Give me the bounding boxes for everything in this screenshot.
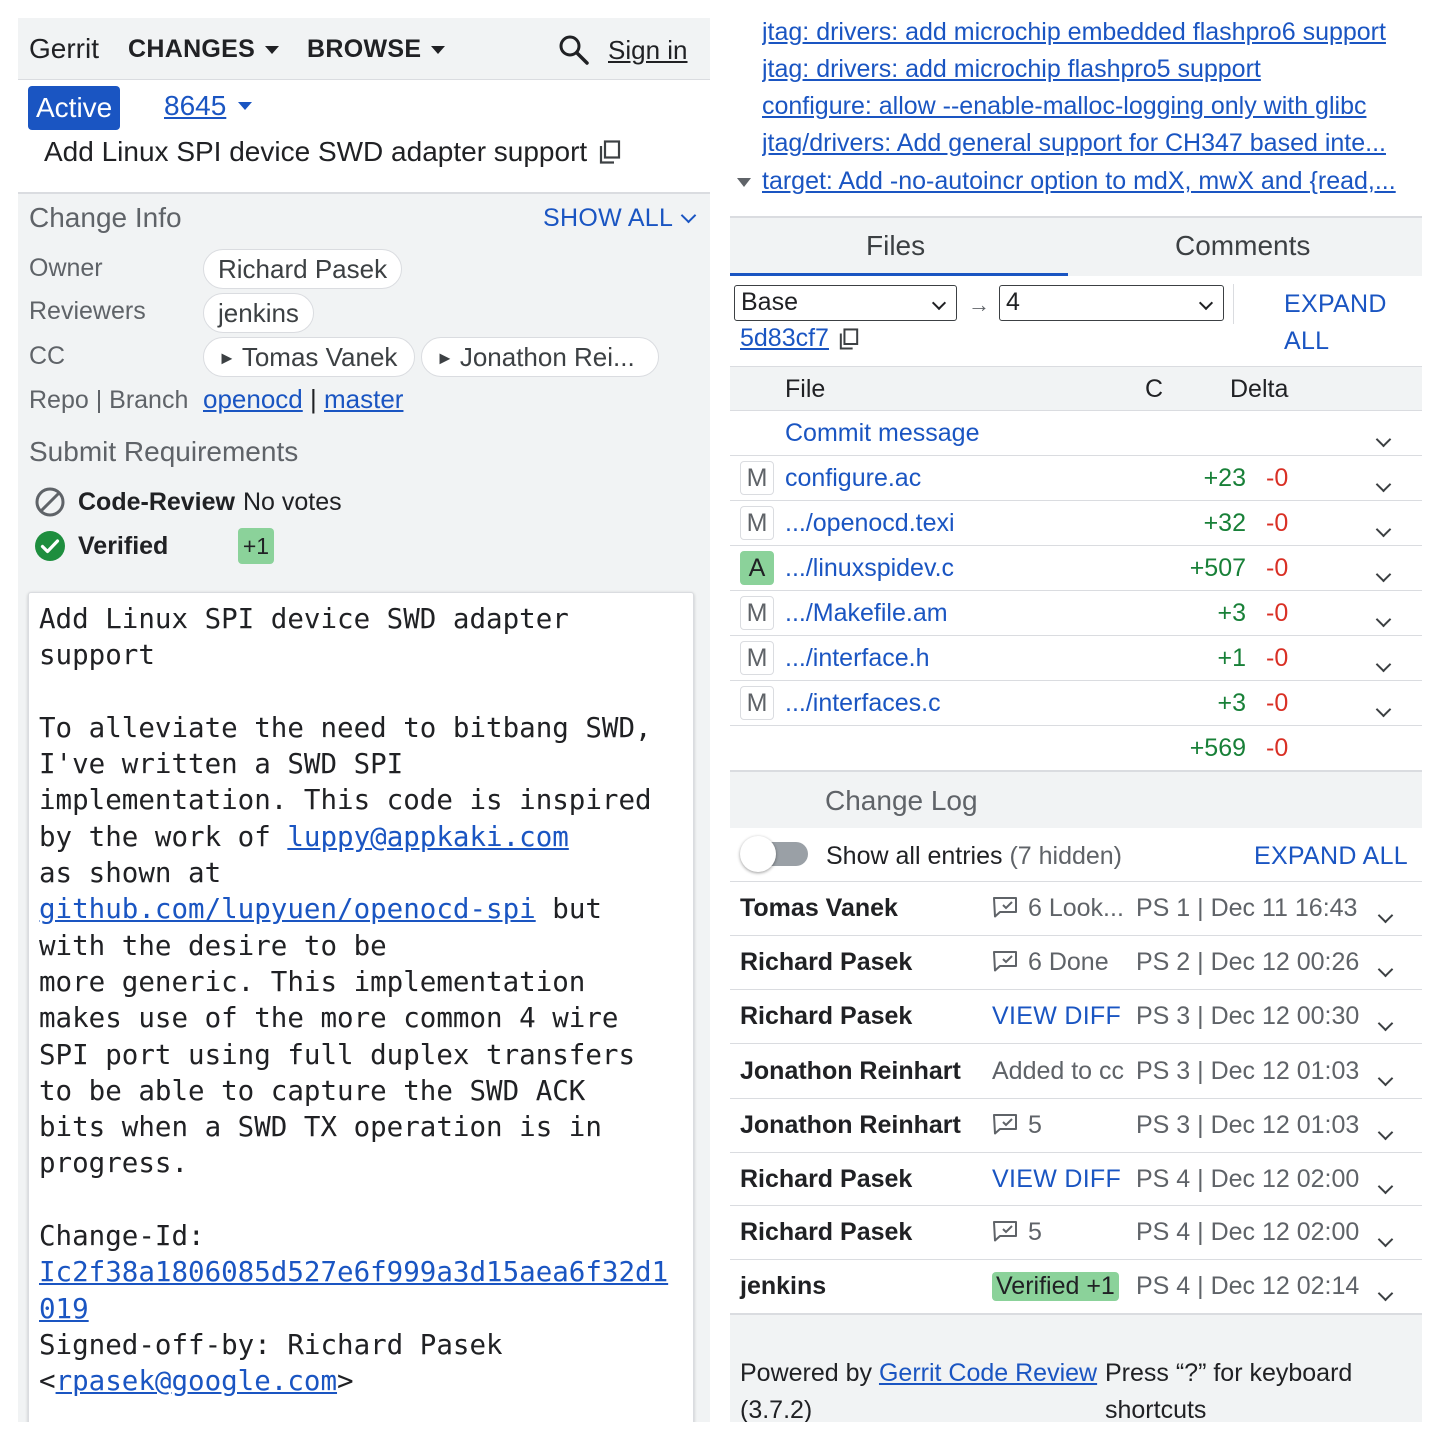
change-log-entry[interactable]	[730, 1153, 1422, 1206]
view-diff-button[interactable]: VIEW DIFF	[992, 1165, 1122, 1193]
copy-icon[interactable]	[839, 328, 859, 350]
browse-menu-label: BROWSE	[307, 35, 422, 63]
cc-chip[interactable]	[203, 337, 415, 377]
cc-label: CC	[29, 342, 66, 370]
related-change-link[interactable]: jtag: drivers: add microchip embedded flashpro6 support	[762, 18, 1386, 46]
chevron-down-icon	[681, 208, 697, 224]
chevron-down-icon[interactable]	[1378, 693, 1389, 722]
file-status-badge: M	[740, 686, 774, 720]
keyboard-shortcuts-hint: Press “?” for keyboard shortcuts	[1105, 1359, 1353, 1422]
log-summary	[992, 948, 1109, 977]
related-change-link[interactable]: jtag/drivers: Add general support for CH347 based inte...	[762, 129, 1386, 157]
log-author: Richard Pasek	[740, 1002, 913, 1030]
gerrit-logo[interactable]: Gerrit	[29, 33, 99, 64]
log-author: jenkins	[740, 1272, 827, 1300]
base-patchset-select[interactable]	[734, 285, 957, 321]
chevron-down-icon[interactable]	[1380, 899, 1391, 928]
total-lines-removed: -0	[1266, 734, 1289, 762]
gerrit-version: (3.7.2)	[740, 1396, 813, 1422]
change-log-entry[interactable]	[730, 936, 1422, 990]
attention-arrow-icon: ►	[436, 348, 454, 368]
comment-icon	[992, 896, 1018, 918]
repo-branch	[203, 384, 403, 415]
commit-hash	[740, 324, 859, 353]
log-author: Jonathon Reinhart	[740, 1057, 961, 1085]
signoff-email-link[interactable]: rpasek@google.com	[55, 1365, 338, 1398]
related-change-link[interactable]: configure: allow --enable-malloc-logging only with glibc	[762, 92, 1367, 120]
change-log-entry[interactable]	[730, 1044, 1422, 1099]
current-change-arrow-icon	[737, 178, 751, 187]
file-row[interactable]	[730, 591, 1422, 636]
log-summary	[992, 894, 1124, 923]
file-row[interactable]	[730, 546, 1422, 591]
chevron-down-icon	[932, 296, 946, 310]
commit-hash-link[interactable]: 5d83cf7	[740, 324, 829, 352]
file-status-badge: M	[740, 461, 774, 495]
log-meta: PS 4 | Dec 12 02:14	[1136, 1272, 1360, 1300]
change-log-header	[730, 770, 1422, 828]
reviewer-chip[interactable]: jenkins	[203, 293, 314, 333]
file-row[interactable]	[730, 501, 1422, 546]
comment-icon	[992, 1113, 1018, 1135]
submit-requirements-title: Submit Requirements	[29, 436, 299, 467]
comment-summary: 5	[1028, 1111, 1042, 1139]
commit-text: Signed-off-by: Richard Pasek <	[39, 1328, 503, 1398]
change-log-title: Change Log	[825, 785, 978, 816]
lines-added: +3	[1217, 599, 1246, 627]
tab-bar	[730, 216, 1422, 276]
cc-name: Tomas Vanek	[241, 342, 398, 372]
log-summary	[992, 1218, 1042, 1247]
change-id-link[interactable]: Ic2f38a1806085d527e6f999a3d15aea6f32d1019	[39, 1256, 669, 1325]
change-header	[18, 80, 710, 194]
base-patchset-value: Base	[741, 288, 798, 316]
commit-message-box	[28, 592, 694, 1422]
show-all-entries-text: Show all entries	[826, 842, 1003, 870]
repo-branch-separator: |	[310, 384, 317, 414]
reviewers-label: Reviewers	[29, 297, 146, 325]
powered-by	[740, 1355, 1097, 1422]
lines-removed: -0	[1266, 644, 1289, 672]
lines-removed: -0	[1266, 554, 1289, 582]
commit-message	[39, 601, 683, 1400]
verified-requirement[interactable]	[34, 530, 168, 562]
lines-added: +23	[1203, 464, 1246, 492]
file-table-header	[730, 366, 1422, 411]
column-comments: C	[1145, 375, 1164, 403]
patchset-arrow: →	[968, 292, 990, 317]
verified-vote-badge: +1	[238, 528, 274, 564]
log-author: Tomas Vanek	[740, 894, 898, 922]
chevron-down-icon[interactable]	[1380, 1007, 1391, 1036]
show-all-entries-label	[826, 842, 1122, 871]
changes-menu-label: CHANGES	[128, 35, 256, 63]
related-change-link[interactable]: target: Add -no-autoincr option to mdX, mwX and {read,...	[762, 167, 1396, 195]
hidden-count: (7 hidden)	[1009, 842, 1123, 870]
related-change-link[interactable]: jtag: drivers: add microchip flashpro5 support	[762, 55, 1261, 83]
show-all-entries-row	[730, 828, 1422, 882]
repo-branch-label: Repo | Branch	[29, 386, 189, 414]
view-diff-button[interactable]: VIEW DIFF	[992, 1002, 1122, 1030]
caret-down-icon	[238, 102, 252, 110]
chevron-down-icon	[1199, 296, 1213, 310]
github-link[interactable]: github.com/lupyuen/openocd-spi	[39, 893, 536, 926]
chevron-down-icon[interactable]	[1378, 513, 1389, 542]
change-log-entry[interactable]	[730, 1206, 1422, 1260]
commit-message-row[interactable]	[730, 411, 1422, 456]
chevron-down-icon[interactable]	[1378, 603, 1389, 632]
target-patchset-value: 4	[1006, 288, 1020, 316]
divider	[1233, 284, 1234, 324]
change-number-dropdown[interactable]	[164, 90, 252, 122]
file-status-badge: M	[740, 596, 774, 630]
log-summary	[992, 1111, 1042, 1140]
lines-added: +32	[1203, 509, 1246, 537]
column-file: File	[785, 375, 826, 403]
chevron-down-icon[interactable]	[1378, 558, 1389, 587]
file-name[interactable]: .../linuxspidev.c	[785, 554, 955, 582]
show-all-button[interactable]	[543, 204, 694, 233]
code-review-label: Code-Review	[78, 487, 235, 516]
expand-all-log-button[interactable]: EXPAND ALL	[1253, 842, 1408, 870]
file-status-badge: A	[740, 551, 774, 585]
change-log-entry[interactable]	[730, 1099, 1422, 1153]
code-review-requirement[interactable]	[34, 486, 342, 518]
caret-down-icon	[265, 46, 279, 54]
file-name[interactable]: .../openocd.texi	[785, 509, 955, 537]
column-delta: Delta	[1230, 375, 1289, 403]
chevron-down-icon[interactable]	[1380, 1170, 1391, 1199]
chevron-down-icon[interactable]	[1380, 1223, 1391, 1252]
code-review-value: No votes	[242, 487, 342, 516]
log-meta: PS 4 | Dec 12 02:00	[1136, 1165, 1360, 1193]
lines-added: +1	[1217, 644, 1246, 672]
sign-in-link[interactable]: Sign in	[608, 35, 688, 65]
change-panel	[18, 18, 710, 1422]
lines-removed: -0	[1266, 464, 1289, 492]
comment-icon	[992, 950, 1018, 972]
chevron-down-icon[interactable]	[1378, 468, 1389, 497]
lines-added: +507	[1189, 554, 1246, 582]
subject-text: Add Linux SPI device SWD adapter support	[44, 136, 588, 167]
log-author: Jonathon Reinhart	[740, 1111, 961, 1139]
branch-link[interactable]: master	[324, 384, 404, 414]
chevron-down-icon[interactable]	[1380, 1116, 1391, 1145]
file-name[interactable]: .../interfaces.c	[785, 689, 941, 717]
lines-removed: -0	[1266, 509, 1289, 537]
owner-label: Owner	[29, 254, 103, 282]
file-name[interactable]: .../Makefile.am	[785, 599, 948, 627]
log-author: Richard Pasek	[740, 948, 913, 976]
toggle-knob[interactable]	[740, 836, 776, 872]
owner-chip[interactable]: Richard Pasek	[203, 249, 402, 289]
file-name[interactable]: configure.ac	[785, 464, 922, 492]
show-all-label: SHOW ALL	[543, 204, 674, 232]
commit-text: Add Linux SPI device SWD adapter support To alleviate the need to bitbang SWD, I've written a SWD SPI implementation. This code is inspired by the work of	[39, 603, 652, 853]
footer	[730, 1314, 1422, 1422]
repo-link[interactable]: openocd	[203, 384, 303, 414]
commit-text: but with the desire to be more generic. This implementation makes use of the more common 4 wire SPI port using full duplex transfers to be able to capture the SWD ACK bits when a SWD TX operation is in progress. Change-Id:	[39, 893, 636, 1253]
log-meta: PS 2 | Dec 12 00:26	[1136, 948, 1360, 976]
lines-removed: -0	[1266, 689, 1289, 717]
browse-menu[interactable]	[307, 35, 445, 64]
change-info-title: Change Info	[29, 202, 182, 233]
verified-label: Verified	[78, 531, 169, 560]
change-number: 8645	[164, 90, 227, 121]
log-meta: PS 1 | Dec 11 16:43	[1136, 894, 1358, 922]
log-meta: PS 3 | Dec 12 00:30	[1136, 1002, 1360, 1030]
chevron-down-icon[interactable]	[1378, 648, 1389, 677]
change-log-entry[interactable]	[730, 1260, 1422, 1314]
chevron-down-icon[interactable]	[1378, 423, 1389, 452]
caret-down-icon	[431, 46, 445, 54]
chevron-down-icon[interactable]	[1380, 953, 1391, 982]
files-panel	[730, 18, 1422, 1422]
tab-comments[interactable]: Comments	[1175, 230, 1311, 261]
file-status-badge: M	[740, 506, 774, 540]
powered-by-text: Powered by	[740, 1359, 879, 1387]
commit-text: >	[337, 1365, 354, 1398]
lines-removed: -0	[1266, 599, 1289, 627]
check-circle-icon	[34, 530, 66, 562]
expand-all-files-button[interactable]: EXPAND ALL	[1284, 290, 1387, 355]
blocked-icon	[34, 486, 66, 518]
file-row[interactable]	[730, 681, 1422, 726]
search-icon[interactable]	[558, 34, 590, 66]
log-meta: PS 3 | Dec 12 01:03	[1136, 1111, 1360, 1139]
gerrit-code-review-link[interactable]: Gerrit Code Review	[878, 1359, 1098, 1387]
log-author: Richard Pasek	[740, 1165, 913, 1193]
file-status-badge: M	[740, 641, 774, 675]
copy-icon[interactable]	[599, 140, 621, 164]
tab-files[interactable]: Files	[866, 230, 926, 261]
file-totals-row	[730, 726, 1422, 771]
chevron-down-icon[interactable]	[1380, 1277, 1391, 1306]
log-meta: PS 4 | Dec 12 02:00	[1136, 1218, 1360, 1246]
log-summary: Added to cc	[992, 1057, 1125, 1085]
log-meta: PS 3 | Dec 12 01:03	[1136, 1057, 1360, 1085]
file-name[interactable]: Commit message	[785, 419, 980, 447]
total-lines-added: +569	[1189, 734, 1246, 762]
comment-summary: 5	[1028, 1218, 1042, 1246]
commit-text: as shown at	[39, 857, 222, 890]
top-bar	[18, 18, 710, 80]
file-row[interactable]	[730, 636, 1422, 681]
comment-icon	[992, 1220, 1018, 1242]
cc-chip[interactable]	[421, 337, 659, 377]
change-subject	[44, 136, 621, 168]
changes-menu[interactable]	[128, 35, 279, 64]
file-row[interactable]	[730, 456, 1422, 501]
active-tab-indicator	[730, 273, 1068, 276]
change-log-entry[interactable]	[730, 990, 1422, 1044]
comment-summary: 6 Look...	[1028, 894, 1124, 922]
status-badge: Active	[28, 86, 120, 130]
target-patchset-select[interactable]	[999, 285, 1224, 321]
attention-arrow-icon: ►	[218, 348, 236, 368]
log-author: Richard Pasek	[740, 1218, 913, 1246]
related-changes	[730, 18, 1422, 216]
comment-summary: 6 Done	[1028, 948, 1109, 976]
email-link[interactable]: luppy@appkaki.com	[287, 820, 569, 853]
cc-name: Jonathon Rei...	[459, 342, 635, 372]
lines-added: +3	[1217, 689, 1246, 717]
vote-badge: Verified +1	[992, 1272, 1119, 1301]
change-log-entry[interactable]	[730, 882, 1422, 936]
file-name[interactable]: .../interface.h	[785, 644, 930, 672]
chevron-down-icon[interactable]	[1380, 1062, 1391, 1091]
